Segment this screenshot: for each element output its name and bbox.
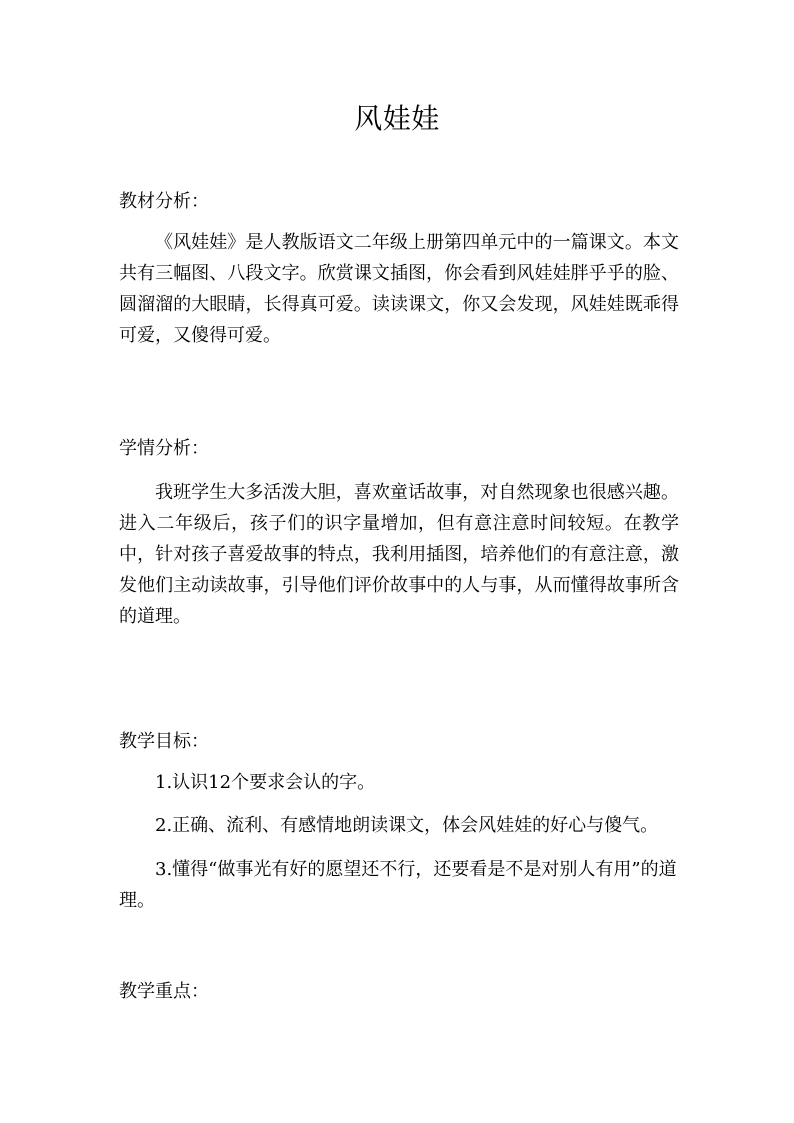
section-paragraph-learner-analysis: 我班学生大多活泼大胆，喜欢童话故事，对自然现象也很感兴趣。进入二年级后，孩子们的识字量增加，但有意注意时间较短。在教学中，针对孩子喜爱故事的特点，我利用插图，培养他们的有意注意，激发他们主动读故事，引导他们评价故事中的人与事，从而懂得故事所含的道理。 [119,482,679,627]
section-paragraph-textbook-analysis: 《风娃娃》是人教版语文二年级上册第四单元中的一篇课文。本文共有三幅图、八段文字。欣赏课文插图，你会看到风娃娃胖乎乎的脸、圆溜溜的大眼睛，长得真可爱。读读课文，你又会发现，风娃娃既乖得可爱，又傻得可爱。 [119,232,679,346]
section-heading-teaching-goals: 教学目标： [119,731,209,752]
section-heading-learner-analysis: 学情分析： [119,438,209,459]
section-heading-textbook-analysis: 教材分析： [119,191,209,212]
teaching-goal-item-1: 1.认识12个要求会认的字。 [155,772,376,793]
section-heading-teaching-focus: 教学重点： [119,981,209,1002]
teaching-goal-item-2: 2.正确、流利、有感情地朗读课文，体会风娃娃的好心与傻气。 [155,815,659,836]
document-title: 风娃娃 [354,102,440,135]
teaching-goal-item-3: 3.懂得“做事光有好的愿望还不行，还要看是不是对别人有用”的道理。 [119,859,677,911]
